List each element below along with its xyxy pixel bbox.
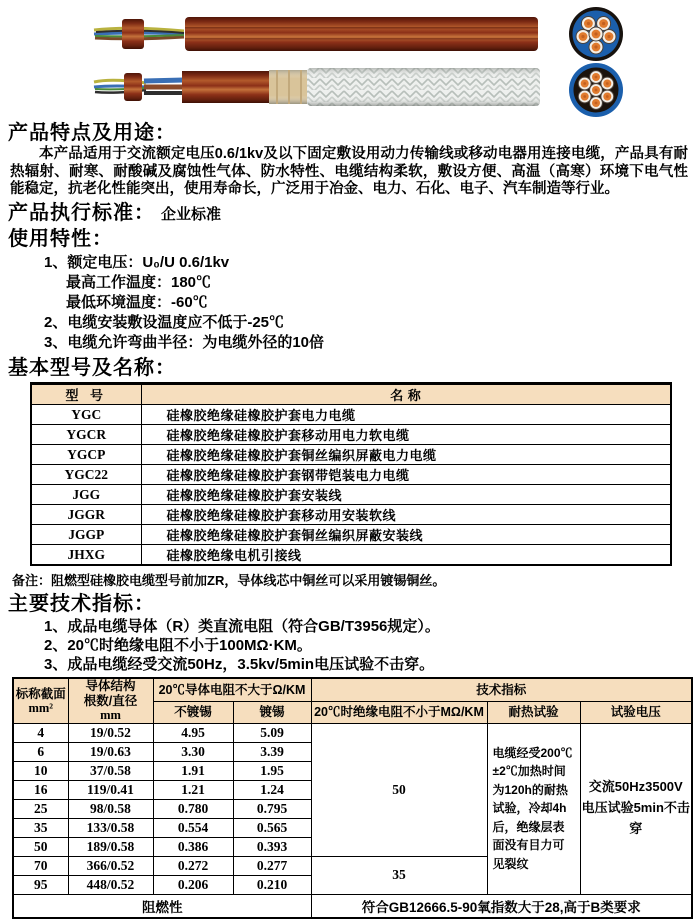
model-table <box>30 382 672 566</box>
tech-item-1: 1、成品电缆导体（R）类直流电阻（符合GB/T3956规定）。 <box>44 618 440 636</box>
section-cell: 16 <box>13 780 68 799</box>
cross-section-6-core-blue <box>566 4 626 64</box>
standard-heading: 产品执行标准： <box>8 201 155 224</box>
section-cell: 25 <box>13 799 68 818</box>
model-cell: YGC <box>31 405 141 425</box>
section-cell: 6 <box>13 742 68 761</box>
name-cell: 硅橡胶绝缘硅橡胶护套铜丝编织屏蔽电力电缆 <box>141 445 671 465</box>
tech-item-3: 3、成品电缆经受交流50Hz，3.5kv/5min电压试验不击穿。 <box>44 656 435 674</box>
untinned-cell: 0.780 <box>153 799 233 818</box>
name-cell: 硅橡胶绝缘硅橡胶护套钢带铠装电力电缆 <box>141 465 671 485</box>
model-table-header <box>31 384 671 405</box>
tech-heading: 主要技术指标： <box>8 593 155 616</box>
untinned-cell: 4.95 <box>153 723 233 742</box>
section-cell: 70 <box>13 856 68 875</box>
usage-heading: 使用特性： <box>8 228 113 251</box>
voltage-col-header: 试验电压 <box>580 702 692 723</box>
untinned-cell: 0.206 <box>153 875 233 894</box>
structure-col-header <box>68 678 153 723</box>
structure-col-header-line3: mm <box>100 708 121 723</box>
flame-retardant-value: 符合GB12666.5-90氧指数大于28,高于B类要求 <box>311 894 692 918</box>
features-body: 本产品适用于交流额定电压0.6/1kv及以下固定敷设用动力传输线或移动电器用连接电缆，产品具有耐热辐射、耐寒、耐酸碱及腐蚀性气体、防水特性、电缆结构柔软，敷设方便、高温（高寒）环境下电气性能稳定，抗老化性能突出，使用寿命长，广泛用于冶金、电力、石化、电子、汽车制造等行业。 <box>10 146 688 198</box>
structure-cell: 119/0.41 <box>68 780 153 799</box>
untinned-cell: 3.30 <box>153 742 233 761</box>
name-cell: 硅橡胶绝缘硅橡胶护套铜丝编织屏蔽安装线 <box>141 525 671 545</box>
table-row <box>31 545 671 566</box>
section-col-header <box>13 678 68 723</box>
name-cell: 硅橡胶绝缘硅橡胶护套电力电缆 <box>141 405 671 425</box>
usage-item-1a: 最高工作温度：180℃ <box>66 273 212 291</box>
tinned-col-header: 镀锡 <box>233 702 311 723</box>
usage-item-1: 1、额定电压：U₀/U 0.6/1kv <box>44 253 230 271</box>
structure-cell: 98/0.58 <box>68 799 153 818</box>
untinned-col-header: 不镀锡 <box>153 702 233 723</box>
tinned-cell: 0.565 <box>233 818 311 837</box>
usage-item-1b: 最低环境温度：-60℃ <box>66 293 208 311</box>
section-cell: 10 <box>13 761 68 780</box>
models-note: 备注：阻燃型硅橡胶电缆型号前加ZR，导体线芯中铜丝可以采用镀锡铜丝。 <box>12 573 446 589</box>
model-cell: YGCP <box>31 445 141 465</box>
tinned-cell: 1.95 <box>233 761 311 780</box>
section-cell: 50 <box>13 837 68 856</box>
resistance-col-header: 20℃导体电阻不大于Ω/KM <box>153 678 311 701</box>
flame-retardant-row <box>13 894 692 918</box>
tinned-cell: 5.09 <box>233 723 311 742</box>
tinned-cell: 0.393 <box>233 837 311 856</box>
model-cell: YGC22 <box>31 465 141 485</box>
insulation-merged-cell-top: 50 <box>311 723 487 856</box>
section-cell: 35 <box>13 818 68 837</box>
red-silicone-cable-photo <box>92 14 540 54</box>
standard-value: 企业标准 <box>161 205 222 223</box>
table-row <box>31 405 671 425</box>
standard-line <box>8 202 700 224</box>
voltage-test-cell <box>580 723 692 894</box>
model-cell: JGGR <box>31 505 141 525</box>
structure-cell: 19/0.63 <box>68 742 153 761</box>
structure-cell: 366/0.52 <box>68 856 153 875</box>
section-col-header-line1: 标称截面 <box>15 686 66 701</box>
voltage-test-line1: 交流50Hz3500V <box>588 779 683 795</box>
tinned-cell: 1.24 <box>233 780 311 799</box>
structure-cell: 19/0.52 <box>68 723 153 742</box>
model-cell: JGGP <box>31 525 141 545</box>
braided-shield-cable-photo <box>92 66 540 108</box>
model-cell: JGG <box>31 485 141 505</box>
section-cell: 95 <box>13 875 68 894</box>
tech-indicator-header: 技术指标 <box>311 678 692 701</box>
product-images <box>0 0 700 118</box>
name-cell: 硅橡胶绝缘硅橡胶护套安装线 <box>141 485 671 505</box>
cross-section-7-core-black <box>567 61 625 119</box>
model-cell: YGCR <box>31 425 141 445</box>
name-col-header: 名 称 <box>141 384 671 405</box>
untinned-cell: 0.386 <box>153 837 233 856</box>
untinned-cell: 0.272 <box>153 856 233 875</box>
structure-cell: 37/0.58 <box>68 761 153 780</box>
structure-col-header-line2: 根数/直径 <box>83 693 138 708</box>
voltage-test-line2: 电压试验5min不击穿 <box>581 800 690 836</box>
table-row <box>31 505 671 525</box>
structure-cell: 448/0.52 <box>68 875 153 894</box>
structure-cell: 133/0.58 <box>68 818 153 837</box>
structure-col-header-line1: 导体结构 <box>85 679 136 694</box>
spec-header-row-1 <box>13 678 692 701</box>
tinned-cell: 0.795 <box>233 799 311 818</box>
insulation-merged-cell-bottom: 35 <box>311 856 487 894</box>
usage-item-2: 2、电缆安装敷设温度应不低于-25℃ <box>44 313 285 331</box>
table-row <box>13 723 692 742</box>
name-cell: 硅橡胶绝缘硅橡胶护套移动用电力软电缆 <box>141 425 671 445</box>
tech-item-2: 2、20℃时绝缘电阻不小于100MΩ·KM。 <box>44 637 312 655</box>
table-row <box>31 445 671 465</box>
heat-col-header: 耐热试验 <box>487 702 580 723</box>
flame-retardant-label: 阻燃性 <box>13 894 311 918</box>
untinned-cell: 0.554 <box>153 818 233 837</box>
table-row <box>31 525 671 545</box>
name-cell: 硅橡胶绝缘电机引接线 <box>141 545 671 566</box>
model-cell: JHXG <box>31 545 141 566</box>
model-col-header: 型 号 <box>31 384 141 405</box>
heat-test-cell: 电缆经受200℃±2℃加热时间为120h的耐热试验，冷却4h后，绝缘层表面没有目力可见裂纹 <box>487 723 580 894</box>
section-cell: 4 <box>13 723 68 742</box>
usage-item-3: 3、电缆允许弯曲半径：为电缆外径的10倍 <box>44 333 325 351</box>
features-heading: 产品特点及用途： <box>8 122 176 144</box>
table-row <box>31 485 671 505</box>
tinned-cell: 3.39 <box>233 742 311 761</box>
untinned-cell: 1.91 <box>153 761 233 780</box>
section-col-header-line2: mm² <box>28 701 54 716</box>
tinned-cell: 0.210 <box>233 875 311 894</box>
spec-table <box>12 677 693 919</box>
structure-cell: 189/0.58 <box>68 837 153 856</box>
untinned-cell: 1.21 <box>153 780 233 799</box>
name-cell: 硅橡胶绝缘硅橡胶护套移动用安装软线 <box>141 505 671 525</box>
insulation-col-header: 20℃时绝缘电阻不小于MΩ/KM <box>311 702 487 723</box>
table-row <box>31 465 671 485</box>
models-heading: 基本型号及名称： <box>8 356 176 379</box>
tinned-cell: 0.277 <box>233 856 311 875</box>
table-row <box>31 425 671 445</box>
